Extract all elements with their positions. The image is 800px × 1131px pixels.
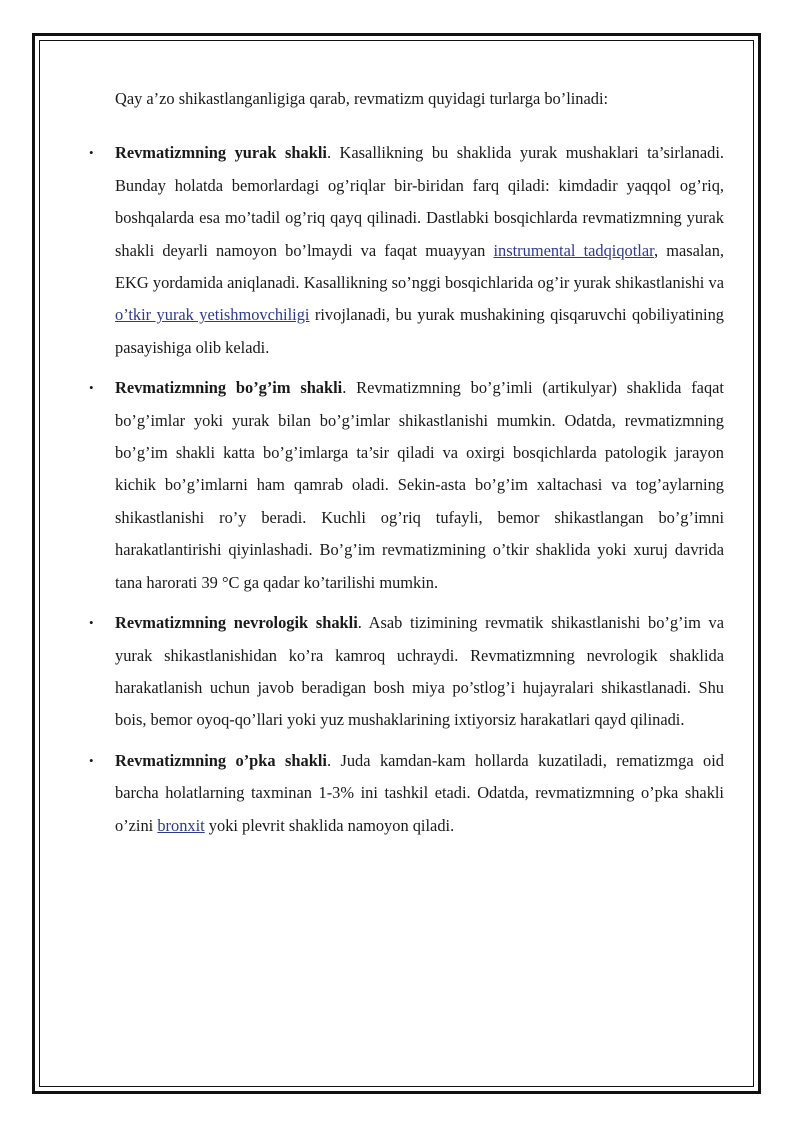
section-term: Revmatizmning nevrologik shakli [115,613,358,633]
list-item-nevrologik-shakli [89,607,724,737]
document-body [89,83,725,850]
bullet-icon: • [89,145,94,161]
bullet-icon: • [89,752,94,768]
link-otkir-yurak-yetishmovchiligi[interactable]: o’tkir yurak yetishmovchiligi [115,305,310,325]
section-text: . Juda kamdan-kam hollarda kuzatiladi, rematizmga oid barcha holatlarning taxminan 1-3% ini tashkil etadi. Odatda, revmatizmning o’pka shakli o’zini [115,750,725,835]
section-text: , masalan, EKG yordamida aniqlanadi. Kasallikning so’nggi bosqichlarida og’ir yurak shikastlanishi va [115,240,724,293]
intro-paragraph: Qay a’zo shikastlanganligiga qarab, revmatizm quyidagi turlarga bo’linadi: [115,89,609,108]
bullet-icon: • [89,615,94,631]
section-term: Revmatizmning yurak shakli [115,143,327,163]
list-item-yurak-shakli [89,137,724,364]
list-item-bogim-shakli [89,372,724,599]
section-text: rivojlanadi, bu yurak mushakining qisqaruvchi qobiliyatining pasayishiga olib keladi. [115,305,724,357]
section-text: . Kasallikning bu shaklida yurak mushaklari ta’sirlanadi. Bunday holatda bemorlardagi og’riqlar bir-biridan farq qiladi: kimdadir yaqqol og’riq, boshqalarda esa mo’tadil og’riq qayq qilinadi. Dastlabki bosqichlarda revmatizmning yurak shakli deyarli namoyon bo’lmaydi va faqat muayyan [115,143,724,260]
link-bronxit[interactable]: bronxit [157,815,205,835]
section-term: Revmatizmning o’pka shakli [115,750,327,770]
section-text: . Revmatizmning bo’g’imli (artikulyar) shaklida faqat bo’g’imlar yoki yurak bilan bo’g’imlar shikastlanishi mumkin. Odatda, revmatizmning bo’g’im shakli katta bo’g’imlarga ta’sir qiladi va oxirgi bosqichlarda patologik jarayon kichik bo’g’imlarni ham qamrab oladi. Sekin-asta bo’g’im xaltachasi va tog’aylarning shikastlanishi ro’y beradi. Kuchli og’riq tufayli, bemor shikastlangan bo’g’imni harakatlantirishi qiyinlashadi. Bo’g’im revmatizmining o’tkir shaklida yoki xuruj davrida tana harorati 39 °C ga qadar ko’tarilishi mumkin. [115,378,724,592]
link-instrumental-tadqiqotlar[interactable]: instrumental tadqiqotlar [493,240,654,260]
list-item-opka-shakli [89,745,725,842]
section-text: yoki plevrit shaklida namoyon qiladi. [204,815,455,835]
revmatizm-types-list [89,137,725,842]
bullet-icon: • [89,380,94,396]
section-term: Revmatizmning bo’g’im shakli [115,378,343,398]
section-text: . Asab tizimining revmatik shikastlanishi bo’g’im va yurak shikastlanishidan ko’ra kamroq uchraydi. Revmatizmning nevrologik shaklida harakatlanish uchun javob beradigan bosh miya po’stlog’i hujayralari shikastlanadi. Shu bois, bemor oyoq-qo’llari yoki yuz mushaklarining ixtiyorsiz harakatlari qayd qilinadi. [115,613,724,730]
